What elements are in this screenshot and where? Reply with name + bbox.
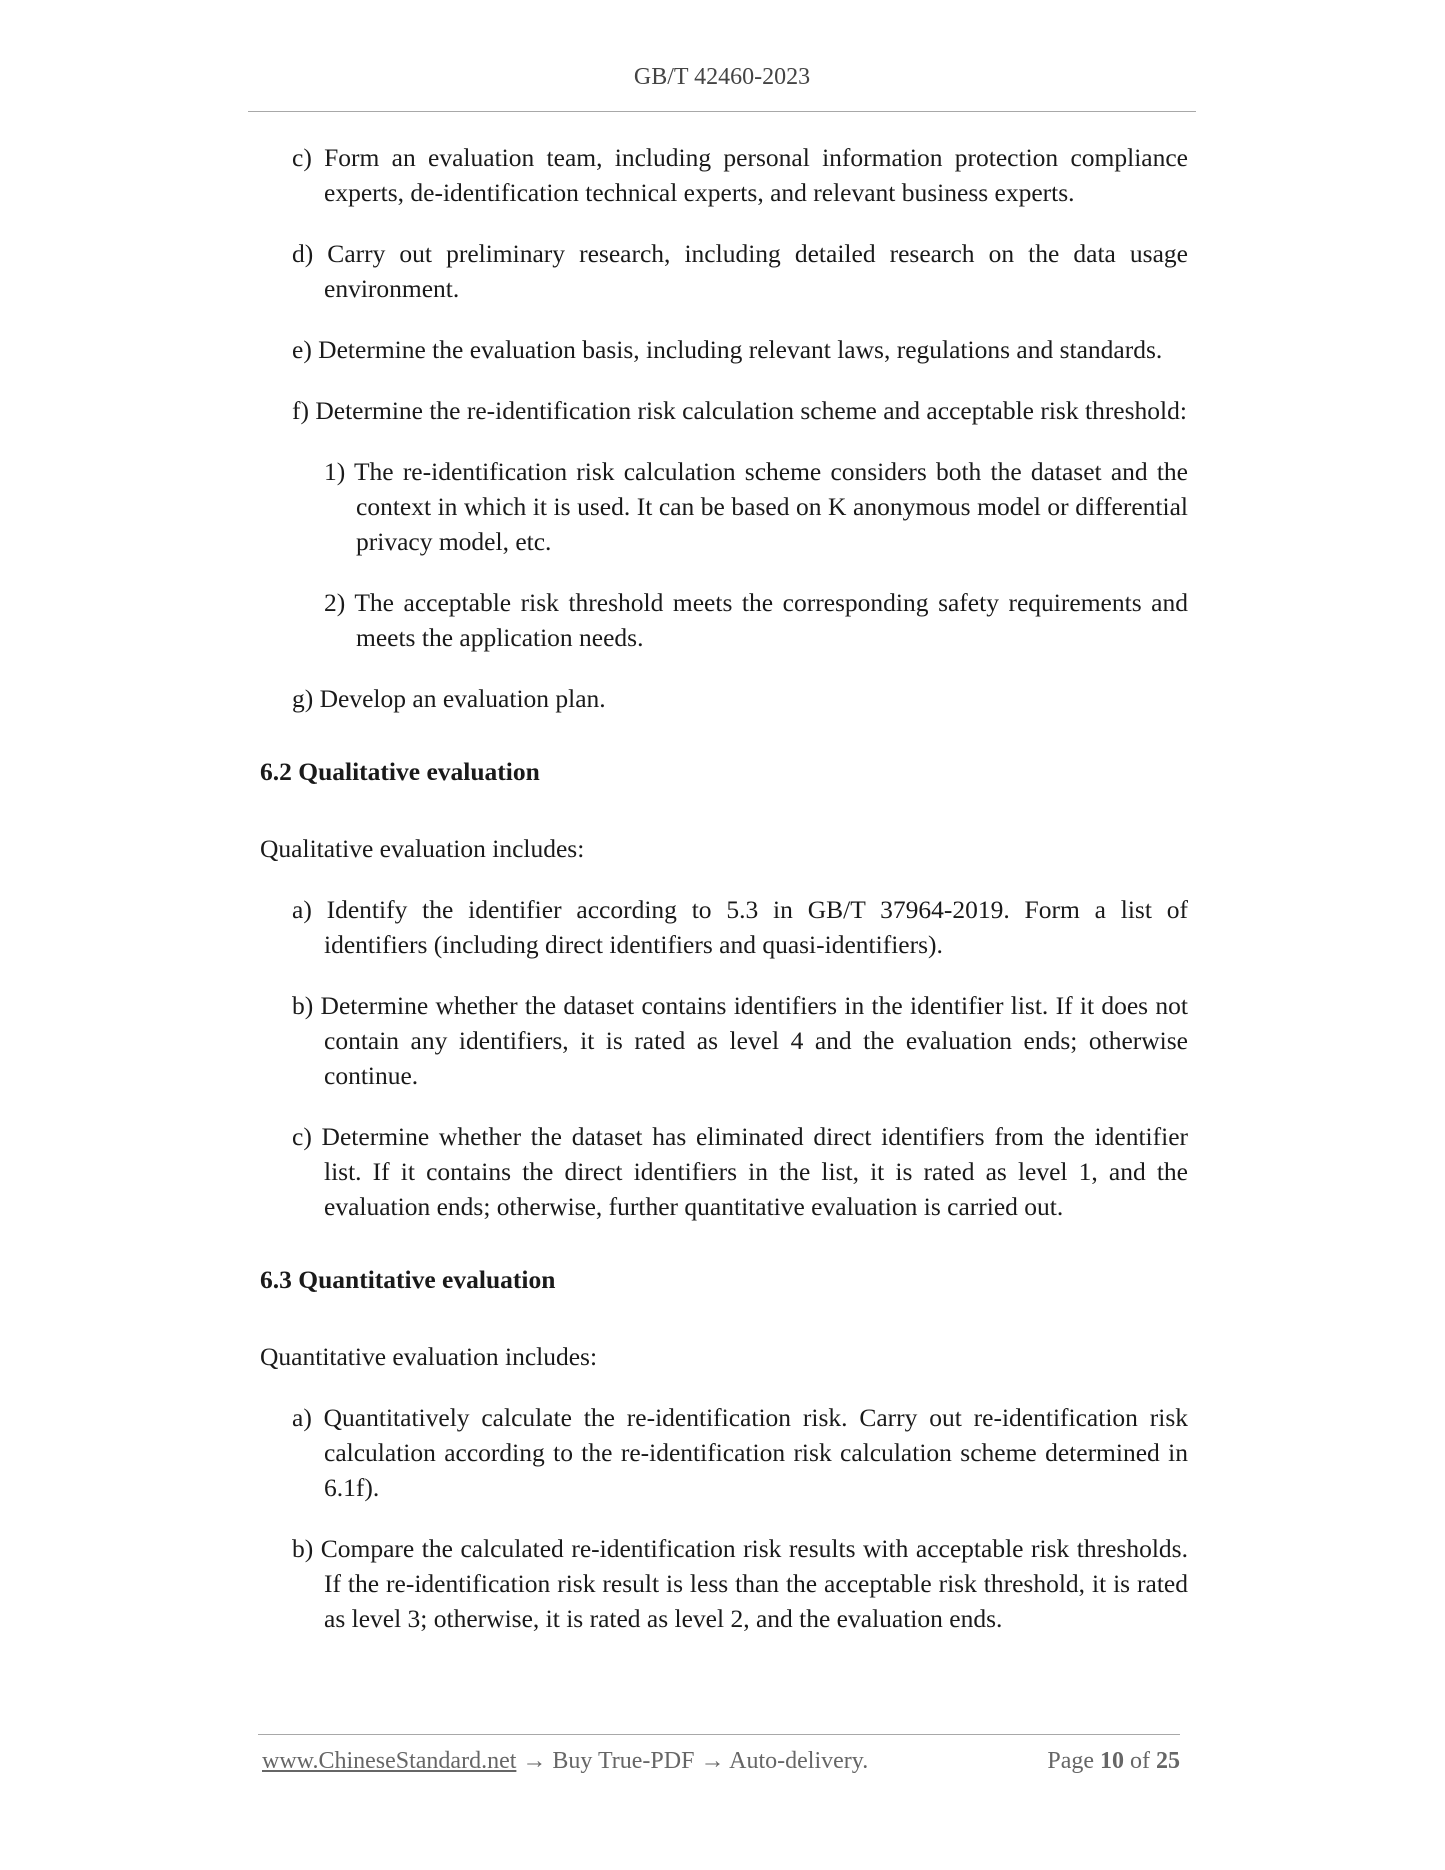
header-divider — [248, 111, 1196, 112]
list-item-c-team: c) Form an evaluation team, including personal information protection compliance experts, de-identification technical experts, and relevant business experts. — [292, 143, 1188, 207]
buy-text: Buy True-PDF — [552, 1748, 695, 1774]
list-item-g-plan: g) Develop an evaluation plan. — [292, 684, 606, 713]
section-intro-6-3: Quantitative evaluation includes: — [260, 1342, 598, 1371]
page-header — [248, 64, 1196, 91]
document-body — [260, 140, 1188, 1662]
delivery-text: Auto-delivery. — [729, 1748, 869, 1774]
sub-item-1-calculation: 1) The re-identification risk calculation scheme considers both the dataset and the context in which it is used. It can be based on K anonymous model or differential privacy model, etc. — [324, 457, 1188, 556]
qualitative-item-b: b) Determine whether the dataset contains identifiers in the identifier list. If it does not contain any identifiers, it is rated as level 4 and the evaluation ends; otherwise continue. — [292, 991, 1188, 1090]
site-link[interactable]: www.ChineseStandard.net — [262, 1748, 517, 1774]
of-label: of — [1130, 1748, 1150, 1774]
list-item-f-scheme: f) Determine the re-identification risk calculation scheme and acceptable risk threshold: — [292, 396, 1187, 425]
page-indicator — [1047, 1748, 1180, 1775]
total-pages: 25 — [1156, 1748, 1180, 1774]
current-page-number: 10 — [1100, 1748, 1124, 1774]
qualitative-item-c: c) Determine whether the dataset has eliminated direct identifiers from the identifier list. If it contains the direct identifiers in the list, it is rated as level 1, and the evaluation ends; otherwise, further quantitative evaluation is carried out. — [292, 1122, 1188, 1221]
arrow-right-icon: → — [700, 1748, 725, 1774]
standard-code: GB/T 42460-2023 — [633, 64, 811, 90]
list-item-e-basis: e) Determine the evaluation basis, including relevant laws, regulations and standards. — [292, 335, 1163, 364]
page-label: Page — [1047, 1748, 1094, 1774]
sub-item-2-threshold: 2) The acceptable risk threshold meets the corresponding safety requirements and meets the application needs. — [324, 588, 1188, 652]
footer-divider — [258, 1734, 1180, 1735]
footer-promo — [262, 1748, 868, 1775]
section-intro-6-2: Qualitative evaluation includes: — [260, 834, 585, 863]
quantitative-item-a: a) Quantitatively calculate the re-identification risk. Carry out re-identification risk calculation according to the re-identification risk calculation scheme determined in 6.1f). — [292, 1403, 1188, 1502]
qualitative-item-a: a) Identify the identifier according to 5.3 in GB/T 37964-2019. Form a list of identifiers (including direct identifiers and quasi-identifiers). — [292, 895, 1188, 959]
arrow-right-icon: → — [522, 1748, 547, 1774]
list-item-d-research: d) Carry out preliminary research, including detailed research on the data usage environment. — [292, 239, 1188, 303]
section-heading-6-2: 6.2 Qualitative evaluation — [260, 757, 540, 786]
section-heading-6-3: 6.3 Quantitative evaluation — [260, 1265, 556, 1294]
quantitative-item-b: b) Compare the calculated re-identification risk results with acceptable risk thresholds. If the re-identification risk result is less than the acceptable risk threshold, it is rated as level 3; otherwise, it is rated as level 2, and the evaluation ends. — [292, 1534, 1188, 1633]
